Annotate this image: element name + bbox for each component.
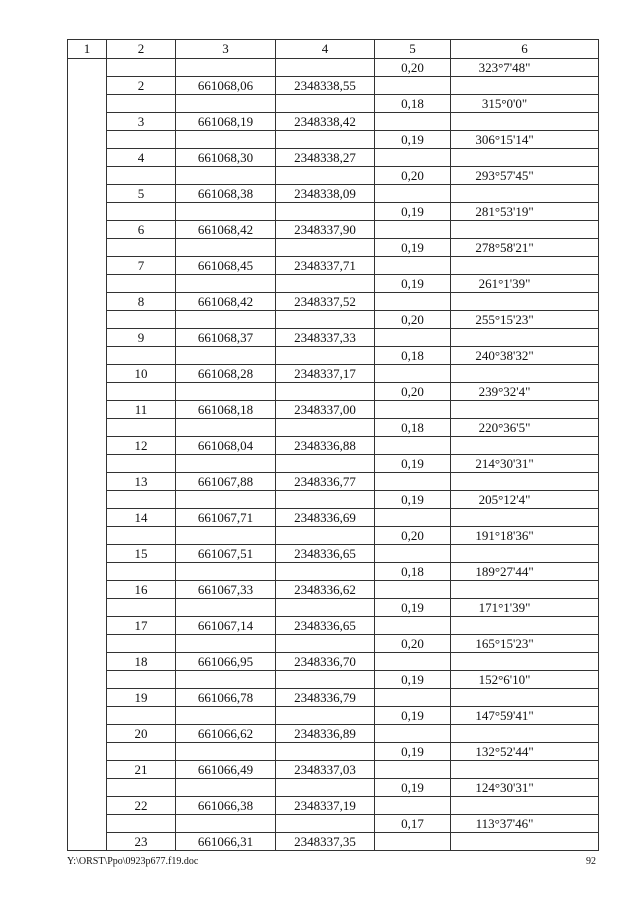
table-row [68, 815, 599, 833]
cell-col-5: 0,18 [375, 563, 451, 581]
cell-col-6: 132°52'44" [451, 743, 599, 761]
cell-col-3: 661066,95 [176, 653, 276, 671]
cell-col-6: 124°30'31" [451, 779, 599, 797]
cell-col-2: 6 [107, 221, 176, 239]
cell-col-5 [375, 437, 451, 455]
table-row [68, 149, 599, 167]
table-row [68, 437, 599, 455]
cell-col-2: 12 [107, 437, 176, 455]
cell-col-6 [451, 329, 599, 347]
cell-col-4 [276, 419, 375, 437]
cell-col-4 [276, 203, 375, 221]
cell-col-4 [276, 347, 375, 365]
header-col-3: 3 [176, 40, 276, 59]
cell-col-4: 2348336,62 [276, 581, 375, 599]
cell-col-6 [451, 185, 599, 203]
cell-col-3 [176, 455, 276, 473]
cell-col-6: 205°12'4" [451, 491, 599, 509]
cell-col-5: 0,19 [375, 491, 451, 509]
cell-col-2 [107, 527, 176, 545]
table-row [68, 725, 599, 743]
cell-col-2 [107, 743, 176, 761]
cell-col-3: 661068,18 [176, 401, 276, 419]
cell-col-2 [107, 347, 176, 365]
table-row [68, 347, 599, 365]
cell-col-2 [107, 491, 176, 509]
cell-col-2: 23 [107, 833, 176, 851]
table-row [68, 689, 599, 707]
table-row [68, 329, 599, 347]
cell-col-2 [107, 707, 176, 725]
header-col-4: 4 [276, 40, 375, 59]
cell-col-2 [107, 599, 176, 617]
table-row [68, 113, 599, 131]
cell-col-2 [107, 671, 176, 689]
cell-col-4: 2348336,88 [276, 437, 375, 455]
cell-col-6: 113°37'46" [451, 815, 599, 833]
table-row [68, 401, 599, 419]
cell-col-6 [451, 725, 599, 743]
col-1-merged-cell [68, 59, 107, 851]
cell-col-2 [107, 383, 176, 401]
cell-col-2: 9 [107, 329, 176, 347]
table-row [68, 491, 599, 509]
cell-col-2 [107, 419, 176, 437]
cell-col-2: 3 [107, 113, 176, 131]
cell-col-5: 0,19 [375, 275, 451, 293]
cell-col-5 [375, 725, 451, 743]
cell-col-3 [176, 599, 276, 617]
cell-col-3: 661068,37 [176, 329, 276, 347]
cell-col-4 [276, 635, 375, 653]
cell-col-3: 661066,31 [176, 833, 276, 851]
cell-col-3 [176, 203, 276, 221]
cell-col-2 [107, 95, 176, 113]
table-row [68, 59, 599, 77]
cell-col-2: 8 [107, 293, 176, 311]
cell-col-3 [176, 815, 276, 833]
table-row [68, 77, 599, 95]
cell-col-3 [176, 383, 276, 401]
cell-col-5 [375, 473, 451, 491]
cell-col-5 [375, 509, 451, 527]
table-row [68, 167, 599, 185]
cell-col-3 [176, 563, 276, 581]
cell-col-3 [176, 743, 276, 761]
cell-col-3 [176, 275, 276, 293]
table-row [68, 509, 599, 527]
table-row [68, 257, 599, 275]
cell-col-2 [107, 203, 176, 221]
table-row [68, 707, 599, 725]
cell-col-4 [276, 59, 375, 77]
cell-col-6: 191°18'36" [451, 527, 599, 545]
cell-col-3: 661067,14 [176, 617, 276, 635]
cell-col-4 [276, 743, 375, 761]
cell-col-3 [176, 419, 276, 437]
table-row [68, 545, 599, 563]
cell-col-4 [276, 707, 375, 725]
cell-col-6: 214°30'31" [451, 455, 599, 473]
table-row [68, 365, 599, 383]
cell-col-3 [176, 347, 276, 365]
cell-col-6 [451, 545, 599, 563]
cell-col-4 [276, 131, 375, 149]
cell-col-6: 240°38'32" [451, 347, 599, 365]
cell-col-5 [375, 581, 451, 599]
cell-col-5: 0,20 [375, 167, 451, 185]
cell-col-6 [451, 581, 599, 599]
cell-col-4: 2348337,19 [276, 797, 375, 815]
cell-col-5 [375, 149, 451, 167]
cell-col-5: 0,17 [375, 815, 451, 833]
cell-col-2: 2 [107, 77, 176, 95]
cell-col-6 [451, 149, 599, 167]
cell-col-4 [276, 311, 375, 329]
cell-col-2: 14 [107, 509, 176, 527]
cell-col-5 [375, 185, 451, 203]
cell-col-2: 18 [107, 653, 176, 671]
cell-col-3 [176, 59, 276, 77]
cell-col-4: 2348336,65 [276, 617, 375, 635]
table-row [68, 221, 599, 239]
table-row [68, 473, 599, 491]
cell-col-5: 0,20 [375, 383, 451, 401]
table-row [68, 635, 599, 653]
cell-col-4 [276, 275, 375, 293]
cell-col-3 [176, 671, 276, 689]
cell-col-2: 7 [107, 257, 176, 275]
cell-col-4: 2348337,00 [276, 401, 375, 419]
cell-col-6: 171°1'39" [451, 599, 599, 617]
cell-col-6: 281°53'19" [451, 203, 599, 221]
header-col-1: 1 [68, 40, 107, 59]
cell-col-6 [451, 257, 599, 275]
cell-col-3: 661068,38 [176, 185, 276, 203]
cell-col-4: 2348337,90 [276, 221, 375, 239]
cell-col-3: 661067,33 [176, 581, 276, 599]
cell-col-5: 0,20 [375, 635, 451, 653]
cell-col-4: 2348336,79 [276, 689, 375, 707]
cell-col-6 [451, 293, 599, 311]
cell-col-3: 661068,28 [176, 365, 276, 383]
cell-col-2: 5 [107, 185, 176, 203]
cell-col-6: 323°7'48" [451, 59, 599, 77]
table-row [68, 833, 599, 851]
cell-col-4 [276, 455, 375, 473]
cell-col-3 [176, 707, 276, 725]
table-row [68, 779, 599, 797]
cell-col-3: 661068,42 [176, 221, 276, 239]
cell-col-6: 152°6'10" [451, 671, 599, 689]
table-row [68, 293, 599, 311]
cell-col-4: 2348336,89 [276, 725, 375, 743]
cell-col-3: 661066,78 [176, 689, 276, 707]
cell-col-3: 661068,04 [176, 437, 276, 455]
table-row [68, 185, 599, 203]
cell-col-4: 2348337,03 [276, 761, 375, 779]
header-col-2: 2 [107, 40, 176, 59]
cell-col-6 [451, 437, 599, 455]
table-row [68, 203, 599, 221]
cell-col-5: 0,20 [375, 59, 451, 77]
cell-col-4 [276, 815, 375, 833]
table-row [68, 455, 599, 473]
cell-col-4 [276, 95, 375, 113]
cell-col-6 [451, 473, 599, 491]
cell-col-4 [276, 527, 375, 545]
table-row [68, 743, 599, 761]
cell-col-5: 0,19 [375, 239, 451, 257]
cell-col-6 [451, 113, 599, 131]
cell-col-5 [375, 401, 451, 419]
table-row [68, 653, 599, 671]
footer-page-number: 92 [586, 856, 596, 867]
cell-col-6 [451, 797, 599, 815]
cell-col-4: 2348336,69 [276, 509, 375, 527]
cell-col-3: 661066,49 [176, 761, 276, 779]
cell-col-6: 278°58'21" [451, 239, 599, 257]
cell-col-3: 661067,71 [176, 509, 276, 527]
cell-col-5: 0,19 [375, 131, 451, 149]
cell-col-6: 239°32'4" [451, 383, 599, 401]
cell-col-6: 255°15'23" [451, 311, 599, 329]
cell-col-6 [451, 653, 599, 671]
cell-col-5: 0,19 [375, 779, 451, 797]
cell-col-5: 0,18 [375, 347, 451, 365]
cell-col-5 [375, 833, 451, 851]
cell-col-2 [107, 275, 176, 293]
cell-col-2 [107, 779, 176, 797]
cell-col-6 [451, 617, 599, 635]
cell-col-5 [375, 365, 451, 383]
cell-col-6: 189°27'44" [451, 563, 599, 581]
cell-col-5 [375, 113, 451, 131]
table-header-row [68, 40, 599, 59]
cell-col-2 [107, 635, 176, 653]
cell-col-6: 220°36'5" [451, 419, 599, 437]
cell-col-2: 13 [107, 473, 176, 491]
coordinates-table [67, 39, 599, 851]
cell-col-3 [176, 491, 276, 509]
cell-col-4 [276, 779, 375, 797]
cell-col-5 [375, 761, 451, 779]
cell-col-3 [176, 779, 276, 797]
cell-col-5 [375, 545, 451, 563]
table-row [68, 671, 599, 689]
cell-col-2 [107, 167, 176, 185]
cell-col-4 [276, 563, 375, 581]
cell-col-3: 661068,45 [176, 257, 276, 275]
cell-col-6 [451, 509, 599, 527]
cell-col-3 [176, 311, 276, 329]
cell-col-2: 11 [107, 401, 176, 419]
cell-col-2 [107, 311, 176, 329]
cell-col-6 [451, 401, 599, 419]
cell-col-6 [451, 221, 599, 239]
cell-col-3 [176, 635, 276, 653]
table-row [68, 617, 599, 635]
cell-col-4 [276, 671, 375, 689]
cell-col-2: 22 [107, 797, 176, 815]
cell-col-4: 2348336,70 [276, 653, 375, 671]
cell-col-5 [375, 329, 451, 347]
cell-col-4: 2348338,55 [276, 77, 375, 95]
cell-col-3 [176, 95, 276, 113]
cell-col-4: 2348337,71 [276, 257, 375, 275]
table-row [68, 599, 599, 617]
cell-col-2: 20 [107, 725, 176, 743]
cell-col-3: 661067,51 [176, 545, 276, 563]
cell-col-4 [276, 167, 375, 185]
cell-col-5: 0,18 [375, 419, 451, 437]
cell-col-6: 315°0'0" [451, 95, 599, 113]
cell-col-5: 0,20 [375, 311, 451, 329]
header-col-5: 5 [375, 40, 451, 59]
cell-col-2 [107, 563, 176, 581]
header-col-6: 6 [451, 40, 599, 59]
cell-col-5: 0,19 [375, 707, 451, 725]
cell-col-5: 0,20 [375, 527, 451, 545]
table-row [68, 239, 599, 257]
cell-col-5: 0,19 [375, 203, 451, 221]
cell-col-4 [276, 491, 375, 509]
cell-col-6 [451, 761, 599, 779]
table-row [68, 563, 599, 581]
table-body [68, 59, 599, 851]
cell-col-3 [176, 239, 276, 257]
cell-col-2: 10 [107, 365, 176, 383]
cell-col-4 [276, 239, 375, 257]
cell-col-2: 21 [107, 761, 176, 779]
cell-col-2 [107, 59, 176, 77]
cell-col-4: 2348338,27 [276, 149, 375, 167]
cell-col-4: 2348337,35 [276, 833, 375, 851]
table-row [68, 383, 599, 401]
cell-col-4: 2348337,33 [276, 329, 375, 347]
cell-col-4: 2348338,09 [276, 185, 375, 203]
cell-col-4: 2348338,42 [276, 113, 375, 131]
table-row [68, 419, 599, 437]
cell-col-6 [451, 833, 599, 851]
cell-col-5: 0,18 [375, 95, 451, 113]
cell-col-5 [375, 653, 451, 671]
table-row [68, 131, 599, 149]
cell-col-6: 306°15'14" [451, 131, 599, 149]
cell-col-5 [375, 257, 451, 275]
cell-col-3 [176, 167, 276, 185]
cell-col-5: 0,19 [375, 455, 451, 473]
cell-col-3: 661068,42 [176, 293, 276, 311]
cell-col-5 [375, 617, 451, 635]
table-row [68, 275, 599, 293]
cell-col-3: 661066,62 [176, 725, 276, 743]
cell-col-6: 261°1'39" [451, 275, 599, 293]
cell-col-2: 15 [107, 545, 176, 563]
cell-col-6: 147°59'41" [451, 707, 599, 725]
cell-col-5 [375, 689, 451, 707]
cell-col-5: 0,19 [375, 599, 451, 617]
cell-col-3 [176, 527, 276, 545]
cell-col-4: 2348336,65 [276, 545, 375, 563]
cell-col-4 [276, 383, 375, 401]
cell-col-2: 16 [107, 581, 176, 599]
cell-col-2: 4 [107, 149, 176, 167]
cell-col-2 [107, 131, 176, 149]
cell-col-4: 2348337,17 [276, 365, 375, 383]
cell-col-6 [451, 365, 599, 383]
table-row [68, 311, 599, 329]
cell-col-4: 2348336,77 [276, 473, 375, 491]
cell-col-5 [375, 221, 451, 239]
cell-col-4 [276, 599, 375, 617]
cell-col-3: 661066,38 [176, 797, 276, 815]
cell-col-3: 661068,19 [176, 113, 276, 131]
cell-col-3: 661068,30 [176, 149, 276, 167]
cell-col-3: 661068,06 [176, 77, 276, 95]
table-row [68, 527, 599, 545]
cell-col-5 [375, 77, 451, 95]
cell-col-2: 17 [107, 617, 176, 635]
table-row [68, 797, 599, 815]
cell-col-6: 165°15'23" [451, 635, 599, 653]
cell-col-3 [176, 131, 276, 149]
cell-col-5: 0,19 [375, 671, 451, 689]
cell-col-5: 0,19 [375, 743, 451, 761]
table-row [68, 761, 599, 779]
cell-col-2 [107, 455, 176, 473]
table-row [68, 581, 599, 599]
cell-col-5 [375, 797, 451, 815]
footer-file-path: Y:\ORST\Ppo\0923p677.f19.doc [67, 856, 199, 867]
cell-col-4: 2348337,52 [276, 293, 375, 311]
cell-col-6: 293°57'45" [451, 167, 599, 185]
cell-col-2 [107, 815, 176, 833]
cell-col-6 [451, 77, 599, 95]
table-row [68, 95, 599, 113]
cell-col-6 [451, 689, 599, 707]
cell-col-3: 661067,88 [176, 473, 276, 491]
cell-col-2 [107, 239, 176, 257]
cell-col-5 [375, 293, 451, 311]
cell-col-2: 19 [107, 689, 176, 707]
